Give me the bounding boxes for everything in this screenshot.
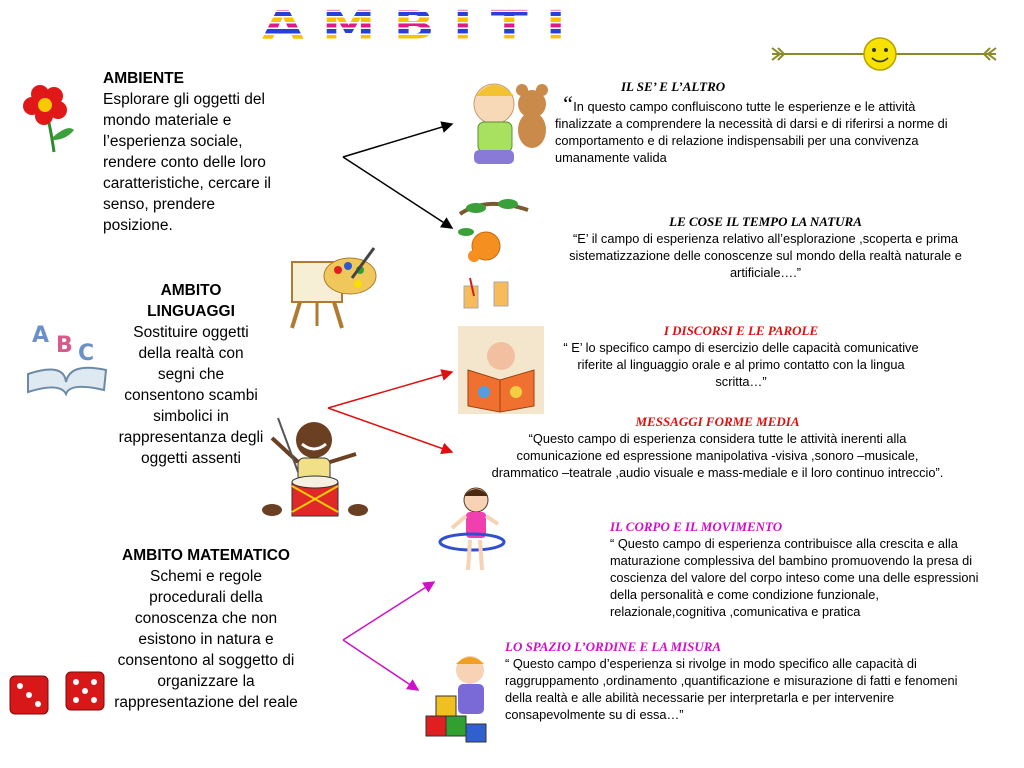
title-letter: I: [452, 2, 491, 48]
discorsi-parole-heading: I DISCORSI E LE PAROLE: [663, 323, 819, 338]
spazio-ordine-text: “ Questo campo d’esperienza si rivolge in modo specifico alle capacità di raggruppamento ,ordinamento ,quantificazione e misurazione di fatti e fenomeni della realtà e alle abilità necessarie per interpretarla e per intervenire consapevolmente su di essa…”: [505, 656, 958, 722]
svg-text:C: C: [78, 341, 95, 366]
linguaggi-text: Sostituire oggetti della realtà con segni che consentono scambi simbolici in rappresentanza degli oggetti assenti: [118, 324, 264, 467]
cose-tempo-heading: LE COSE IL TEMPO LA NATURA: [669, 214, 862, 229]
messaggi-media-text: “Questo campo di esperienza considera tutte le attività inerenti alla comunicazione ed espressione manipolativa -visiva ,sonoro –musicale, drammatico –teatrale ,audio visuale e mass-mediale e il loro continuo intreccio”.: [491, 431, 944, 480]
title-letter: B: [393, 2, 453, 48]
se-altro-body: In questo campo confluiscono tutte le esperienze e le attività finalizzate a comprendere la necessità di darsi e di riferirsi a norme di comportamento e di relazione indispensabili per una convivenza umanamente valida: [555, 99, 948, 165]
ambiente-heading: AMBIENTE: [103, 70, 184, 87]
cose-tempo-text: “E’ il campo di esperienza relativo all’esplorazione ,scoperta e prima sistematizzazione delle conoscenze sul mondo della realtà naturale e artificiale….”: [569, 231, 962, 280]
title-letter: M: [321, 2, 394, 48]
linguaggi-heading: AMBITO LINGUAGGI: [147, 282, 235, 320]
discorsi-parole-block: [555, 322, 927, 390]
corpo-movimento-heading: IL CORPO E IL MOVIMENTO: [610, 519, 783, 534]
se-altro-text: [555, 91, 975, 166]
svg-text:A: A: [32, 323, 50, 348]
title-letter: I: [545, 2, 584, 48]
title-letter: T: [490, 2, 546, 48]
title-letter: A: [262, 2, 322, 48]
se-altro-heading: IL SE’ E L’ALTRO: [621, 79, 726, 94]
matematico-heading: AMBITO MATEMATICO: [122, 547, 290, 564]
spazio-ordine-block: [505, 638, 967, 723]
corpo-movimento-block: [610, 518, 982, 620]
ambiente-text: Esplorare gli oggetti del mondo materiale e l’esperienza sociale, rendere conto delle loro caratteristiche, cercare il senso, prendere posizione.: [103, 91, 271, 234]
quote-mark: “: [561, 91, 574, 116]
se-altro-block: [555, 78, 975, 166]
matematico-text: Schemi e regole procedurali della conoscenza che non esistono in natura e consentono al soggetto di organizzare la rappresentazione del reale: [114, 568, 298, 711]
corpo-movimento-text: “ Questo campo di esperienza contribuisce alla crescita e alla maturazione complessiva del bambino promuovendo la presa di coscienza del valore del corpo inteso come una delle espressioni della personalità e come condizione funzionale, relazionale,cognitiva ,comunicativa e pratica: [610, 536, 979, 619]
messaggi-media-heading: MESSAGGI FORME MEDIA: [635, 414, 800, 429]
spazio-ordine-heading: LO SPAZIO L’ORDINE E LA MISURA: [505, 639, 722, 654]
messaggi-media-block: [490, 413, 945, 481]
cose-tempo-block: [558, 213, 973, 281]
svg-text:B: B: [56, 333, 73, 358]
discorsi-parole-text: “ E’ lo specifico campo di esercizio delle capacità comunicative riferite al linguaggio orale e al primo contatto con la lingua scritta…”: [563, 340, 919, 389]
